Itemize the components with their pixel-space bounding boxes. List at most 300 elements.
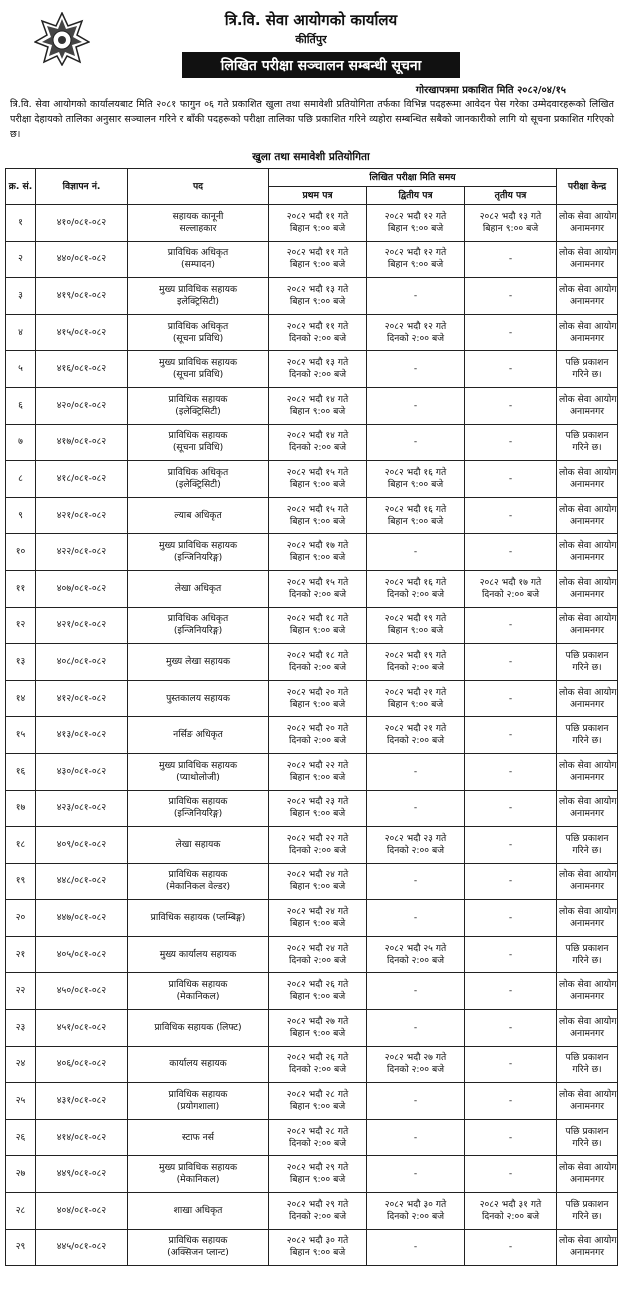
cell-sn: १० [6,534,36,571]
cell-center [557,680,618,717]
cell-paper2-line: दिनको २:०० बजे [386,1064,445,1076]
cell-post-line: (सूचना प्रविधि) [172,369,224,381]
cell-post [128,497,269,534]
cell-paper1-line: बिहान ९:०० बजे [289,552,346,564]
table-row [6,205,618,242]
cell-paper2-line: - [413,546,418,558]
cell-paper1-line: बिहान ९:०० बजे [289,1247,346,1259]
cell-paper1 [269,1046,367,1083]
cell-post [128,936,269,973]
cell-paper1-line: २०८२ भदौ २४ गते [286,869,349,881]
cell-paper1-line: २०८२ भदौ १३ गते [286,283,349,295]
cell-paper1-line: दिनको २:०० बजे [288,332,347,344]
cell-sn: २ [6,241,36,278]
cell-post [128,863,269,900]
cell-center [557,424,618,461]
cell-center [557,827,618,864]
header-paper3: तृतीय पत्र [465,187,557,205]
cell-paper3 [465,1083,557,1120]
cell-center-line: गरिने छ। [572,442,602,454]
cell-center-line: अनामनगर [570,259,605,271]
cell-post-line: कार्यालय सहायक [169,1058,227,1070]
cell-ad-no: ४४७/०८१-०८२ [36,900,128,937]
cell-post [128,461,269,498]
cell-sn: २६ [6,1119,36,1156]
cell-paper1-line: दिनको २:०० बजे [288,735,347,747]
cell-paper3-line: - [508,875,513,887]
cell-paper1-line: २०८२ भदौ १३ गते [286,357,349,369]
cell-paper3-line: - [508,619,513,631]
table-row [6,644,618,681]
cell-paper2-line: दिनको २:०० बजे [386,588,445,600]
cell-ad-no: ४२०/०८१-०८२ [36,387,128,424]
cell-paper1-line: दिनको २:०० बजे [288,442,347,454]
cell-paper1 [269,1119,367,1156]
cell-paper2 [367,461,465,498]
cell-center [557,497,618,534]
table-row [6,717,618,754]
cell-paper2-line: - [413,765,418,777]
cell-sn: २८ [6,1193,36,1230]
table-row [6,753,618,790]
cell-paper1-line: २०८२ भदौ २४ गते [286,906,349,918]
cell-paper2 [367,1083,465,1120]
cell-paper1-line: दिनको २:०० बजे [288,1210,347,1222]
cell-paper1 [269,607,367,644]
cell-center [557,1119,618,1156]
cell-sn: २२ [6,973,36,1010]
cell-sn: १७ [6,790,36,827]
cell-ad-no: ४१९/०८१-०८२ [36,278,128,315]
cell-paper3-line: - [508,472,513,484]
cell-center-line: अनामनगर [570,918,605,930]
cell-paper2-line: २०८२ भदौ १९ गते [384,613,447,625]
cell-post [128,1156,269,1193]
cell-paper1 [269,424,367,461]
cell-sn: ६ [6,387,36,424]
cell-center [557,1229,618,1266]
cell-post-line: प्राविधिक सहायक [168,430,228,442]
cell-paper1 [269,827,367,864]
cell-center-line: पछि प्रकाशन [565,1125,609,1137]
cell-paper3 [465,900,557,937]
cell-center-line: अनामनगर [570,1101,605,1113]
cell-paper3 [465,936,557,973]
exam-schedule-table [5,168,618,1266]
cell-ad-no: ४१८/०८१-०८२ [36,461,128,498]
cell-paper3-line: - [508,802,513,814]
cell-paper2-line: २०८२ भदौ १९ गते [384,649,447,661]
cell-post [128,314,269,351]
cell-paper3-line: - [508,1021,513,1033]
cell-ad-no: ४१०/०८१-०८२ [36,205,128,242]
cell-center [557,278,618,315]
cell-post [128,644,269,681]
cell-paper1 [269,790,367,827]
cell-center-line: अनामनगर [570,405,605,417]
cell-paper2-line: २०८२ भदौ १२ गते [384,210,447,222]
cell-paper1-line: बिहान ९:०० बजे [289,808,346,820]
cell-paper3 [465,1046,557,1083]
cell-paper3-line: - [508,912,513,924]
cell-center-line: लोक सेवा आयोग [559,1162,617,1174]
cell-center-line: गरिने छ। [572,369,602,381]
cell-paper1-line: २०८२ भदौ २३ गते [286,796,349,808]
cell-ad-no: ४५०/०८१-०८२ [36,973,128,1010]
cell-center [557,1046,618,1083]
cell-post-line: प्राविधिक सहायक (प्लम्बिङ्ग) [150,912,246,924]
cell-center [557,241,618,278]
cell-ad-no: ४१२/०८१-०८२ [36,680,128,717]
cell-post-line: लेखा सहायक [175,838,221,850]
cell-post [128,278,269,315]
cell-paper2-line: - [413,802,418,814]
cell-paper3 [465,1193,557,1230]
cell-paper3 [465,205,557,242]
cell-post-line: लेखा अधिकृत [174,582,222,594]
cell-center-line: अनामनगर [570,1247,605,1259]
cell-paper1 [269,278,367,315]
cell-center-line: पछि प्रकाशन [565,430,609,442]
cell-post [128,717,269,754]
cell-paper3 [465,314,557,351]
cell-paper1-line: दिनको २:०० बजे [288,588,347,600]
cell-center-line: अनामनगर [570,808,605,820]
table-row [6,680,618,717]
cell-sn: १ [6,205,36,242]
publication-date: गोरखापत्रमा प्रकाशित मिति २०८२/०४/१५ [415,85,566,96]
cell-paper3 [465,424,557,461]
cell-post-line: (इलेक्ट्रिसिटी) [175,405,221,417]
cell-paper1-line: २०८२ भदौ २६ गते [286,979,349,991]
cell-post [128,387,269,424]
cell-paper1-line: बिहान ९:०० बजे [289,991,346,1003]
cell-paper1-line: २०८२ भदौ ११ गते [286,320,349,332]
cell-paper3-line: २०८२ भदौ १३ गते [479,210,542,222]
cell-post-line: प्राविधिक अधिकृत [167,466,229,478]
table-row [6,1193,618,1230]
cell-post-line: शाखा अधिकृत [173,1204,223,1216]
cell-paper1-line: बिहान ९:०० बजे [289,222,346,234]
cell-post [128,753,269,790]
cell-paper1-line: २०८२ भदौ १५ गते [286,576,349,588]
cell-paper3 [465,1229,557,1266]
cell-paper1-line: दिनको २:०० बजे [288,661,347,673]
cell-paper1 [269,1010,367,1047]
cell-paper1-line: २०८२ भदौ २९ गते [286,1162,349,1174]
header-center: परीक्षा केन्द्र [557,169,618,205]
cell-ad-no: ४०९/०८१-०८२ [36,827,128,864]
cell-center [557,1010,618,1047]
cell-paper3 [465,570,557,607]
cell-center-line: अनामनगर [570,222,605,234]
cell-post-line: पुस्तकालय सहायक [166,692,230,704]
cell-paper2-line: - [413,1168,418,1180]
cell-paper3-line: - [508,1131,513,1143]
table-row [6,424,618,461]
cell-center-line: गरिने छ। [572,1137,602,1149]
cell-post [128,351,269,388]
cell-post-line: सहायक कानूनी [172,210,224,222]
table-row [6,1156,618,1193]
table-row [6,973,618,1010]
cell-center-line: लोक सेवा आयोग [559,466,617,478]
table-row [6,278,618,315]
cell-paper2-line: दिनको २:०० बजे [386,332,445,344]
cell-paper2 [367,534,465,571]
cell-center [557,1083,618,1120]
office-name: त्रि.वि. सेवा आयोगको कार्यालय [224,11,398,29]
cell-post-line: (अक्सिजन प्लान्ट) [167,1247,229,1259]
cell-paper2 [367,351,465,388]
cell-paper1-line: २०८२ भदौ २७ गते [286,1015,349,1027]
cell-paper3 [465,790,557,827]
cell-paper2 [367,680,465,717]
cell-post-line: (सम्पादन) [181,259,215,271]
cell-paper1-line: २०८२ भदौ १४ गते [286,393,349,405]
cell-post [128,973,269,1010]
table-row [6,241,618,278]
cell-center-line: लोक सेवा आयोग [559,1235,617,1247]
cell-sn: २४ [6,1046,36,1083]
cell-paper1-line: २०८२ भदौ १५ गते [286,503,349,515]
cell-center-line: गरिने छ। [572,661,602,673]
cell-center [557,314,618,351]
cell-paper1-line: २०८२ भदौ २९ गते [286,1198,349,1210]
cell-paper3-line: - [508,546,513,558]
cell-post-line: (इन्जिनियरिङ्ग) [173,552,223,564]
cell-paper2-line: बिहान ९:०० बजे [387,625,444,637]
cell-post [128,790,269,827]
table-row [6,351,618,388]
cell-paper2-line: २०८२ भदौ २७ गते [384,1052,447,1064]
cell-paper1-line: दिनको २:०० बजे [288,1064,347,1076]
cell-paper1-line: २०८२ भदौ २४ गते [286,942,349,954]
cell-sn: ८ [6,461,36,498]
cell-sn: २१ [6,936,36,973]
table-row [6,936,618,973]
cell-ad-no: ४२१/०८१-०८२ [36,497,128,534]
table-row [6,1083,618,1120]
cell-center [557,387,618,424]
cell-sn: ५ [6,351,36,388]
cell-paper1-line: २०८२ भदौ १८ गते [286,613,349,625]
cell-paper1-line: २०८२ भदौ १४ गते [286,430,349,442]
header-paper2: द्वितीय पत्र [367,187,465,205]
cell-paper2 [367,205,465,242]
table-row [6,387,618,424]
cell-center-line: पछि प्रकाशन [565,357,609,369]
cell-sn: १२ [6,607,36,644]
cell-post-line: प्राविधिक सहायक [168,869,228,881]
cell-paper1 [269,753,367,790]
cell-paper1-line: २०८२ भदौ १५ गते [286,466,349,478]
table-body [6,205,618,1266]
cell-post [128,241,269,278]
cell-center [557,717,618,754]
cell-paper2-line: - [413,1131,418,1143]
cell-paper2 [367,1229,465,1266]
cell-paper2 [367,973,465,1010]
cell-sn: २० [6,900,36,937]
cell-paper1-line: २०८२ भदौ २८ गते [286,1125,349,1137]
cell-post-line: (सूचना प्रविधि) [172,332,224,344]
cell-paper2-line: - [413,436,418,448]
cell-center-line: गरिने छ। [572,735,602,747]
cell-post-line: मुख्य लेखा सहायक [165,655,230,667]
cell-center-line: लोक सेवा आयोग [559,1089,617,1101]
cell-sn: १५ [6,717,36,754]
cell-paper2-line: २०८२ भदौ ३० गते [384,1198,447,1210]
cell-paper2-line: - [413,399,418,411]
cell-ad-no: ४०७/०८१-०८२ [36,570,128,607]
table-row [6,827,618,864]
cell-paper1-line: २०८२ भदौ २६ गते [286,1052,349,1064]
cell-paper1 [269,570,367,607]
cell-post-line: नर्सिङ अधिकृत [173,729,223,741]
cell-paper1 [269,387,367,424]
cell-center-line: अनामनगर [570,478,605,490]
table-row [6,534,618,571]
cell-paper1 [269,1083,367,1120]
cell-paper3 [465,717,557,754]
cell-post-line: मुख्य प्राविधिक सहायक [158,1162,238,1174]
cell-center [557,607,618,644]
cell-paper1-line: बिहान ९:०० बजे [289,771,346,783]
cell-post-line: (मेकानिकल) [176,991,220,1003]
cell-center-line: पछि प्रकाशन [565,942,609,954]
cell-post [128,1010,269,1047]
cell-paper3 [465,278,557,315]
cell-center-line: लोक सेवा आयोग [559,247,617,259]
cell-paper3-line: - [508,289,513,301]
cell-paper1-line: बिहान ९:०० बजे [289,1101,346,1113]
cell-paper3-line: - [508,1058,513,1070]
cell-paper1-line: बिहान ९:०० बजे [289,515,346,527]
header-sn: क्र. सं. [6,169,36,205]
cell-paper1-line: बिहान ९:०० बजे [289,259,346,271]
cell-ad-no: ४२२/०८१-०८२ [36,534,128,571]
cell-sn: ९ [6,497,36,534]
table-row [6,461,618,498]
cell-paper2 [367,900,465,937]
cell-paper2-line: दिनको २:०० बजे [386,844,445,856]
cell-paper2-line: - [413,363,418,375]
cell-paper1 [269,936,367,973]
cell-paper2-line: २०८२ भदौ १६ गते [384,466,447,478]
table-row [6,607,618,644]
table-row [6,790,618,827]
cell-paper2-line: बिहान ९:०० बजे [387,478,444,490]
cell-sn: २७ [6,1156,36,1193]
cell-paper1 [269,900,367,937]
cell-paper2-line: २०८२ भदौ २५ गते [384,942,447,954]
cell-paper2 [367,753,465,790]
cell-paper2 [367,717,465,754]
notice-paragraph: त्रि.वि. सेवा आयोगको कार्यालयबाट मिति २०८१ फागुन ०६ गते प्रकाशित खुला तथा समावेशी प्रतियोगिता तर्फका विभिन्न पदहरूमा आवेदन पेस गरेका उम्मेदवारहरूको लिखित परीक्षा देहायको तालिका अनुसार सञ्चालन गरिने र बाँकी पदहरूको परीक्षा तालिका पछि प्रकाशित गरिने व्यहोरा सम्बन्धित सबैको जानकारीको लागि यो सूचना प्रकाशित गरिएको छ। [10,99,614,140]
cell-paper3 [465,973,557,1010]
table-row [6,900,618,937]
cell-paper2 [367,827,465,864]
table-title: खुला तथा समावेशी प्रतियोगिता [252,151,370,163]
cell-paper1-line: २०८२ भदौ २० गते [286,723,349,735]
cell-sn: १८ [6,827,36,864]
cell-paper2 [367,863,465,900]
cell-paper3-line: - [508,326,513,338]
cell-post-line: (इन्जिनियरिङ्ग) [173,625,223,637]
cell-center-line: अनामनगर [570,295,605,307]
cell-paper2-line: - [413,912,418,924]
cell-post-line: प्राविधिक सहायक (लिफ्ट) [154,1021,242,1033]
cell-paper2 [367,1010,465,1047]
cell-paper2 [367,570,465,607]
cell-center-line: अनामनगर [570,1174,605,1186]
cell-paper3 [465,351,557,388]
cell-center [557,205,618,242]
cell-center-line: लोक सेवा आयोग [559,283,617,295]
cell-center-line: गरिने छ। [572,1210,602,1222]
cell-center-line: अनामनगर [570,332,605,344]
cell-post [128,607,269,644]
cell-center-line: अनामनगर [570,698,605,710]
cell-post-line: प्राविधिक सहायक [168,979,228,991]
cell-sn: ७ [6,424,36,461]
cell-paper2-line: २०८२ भदौ १६ गते [384,576,447,588]
cell-paper3-line: - [508,765,513,777]
cell-post-line: प्राविधिक सहायक [168,796,228,808]
cell-paper3-line: - [508,729,513,741]
cell-paper2-line: - [413,1021,418,1033]
table-row [6,1229,618,1266]
cell-center-line: लोक सेवा आयोग [559,576,617,588]
cell-sn: ४ [6,314,36,351]
cell-ad-no: ४३०/०८१-०८२ [36,753,128,790]
cell-paper3-line: - [508,253,513,265]
cell-center-line: पछि प्रकाशन [565,649,609,661]
cell-center-line: अनामनगर [570,588,605,600]
cell-center-line: लोक सेवा आयोग [559,540,617,552]
cell-post [128,534,269,571]
cell-post [128,1046,269,1083]
cell-ad-no: ४२१/०८१-०८२ [36,607,128,644]
cell-paper3 [465,1156,557,1193]
cell-paper2-line: २०८२ भदौ १६ गते [384,503,447,515]
cell-sn: ११ [6,570,36,607]
cell-paper3 [465,241,557,278]
cell-paper3-line: - [508,655,513,667]
cell-paper3 [465,534,557,571]
cell-paper3 [465,461,557,498]
cell-paper3-line: - [508,363,513,375]
cell-paper1-line: बिहान ९:०० बजे [289,478,346,490]
cell-paper3-line: २०८२ भदौ ३१ गते [479,1198,542,1210]
cell-paper1 [269,351,367,388]
cell-post-line: प्राविधिक अधिकृत [167,320,229,332]
cell-post-line: (मेकानिकल वेल्डर) [165,881,231,893]
cell-paper1 [269,973,367,1010]
cell-paper2-line: - [413,875,418,887]
office-location: कीर्तिपुर [295,33,327,46]
cell-paper2 [367,241,465,278]
cell-paper3-line: - [508,1168,513,1180]
cell-sn: १४ [6,680,36,717]
cell-paper1-line: २०८२ भदौ २२ गते [286,759,349,771]
cell-sn: २५ [6,1083,36,1120]
cell-paper2-line: २०८२ भदौ १२ गते [384,320,447,332]
cell-center-line: पछि प्रकाशन [565,832,609,844]
cell-ad-no: ४३१/०८१-०८२ [36,1083,128,1120]
cell-paper1 [269,680,367,717]
